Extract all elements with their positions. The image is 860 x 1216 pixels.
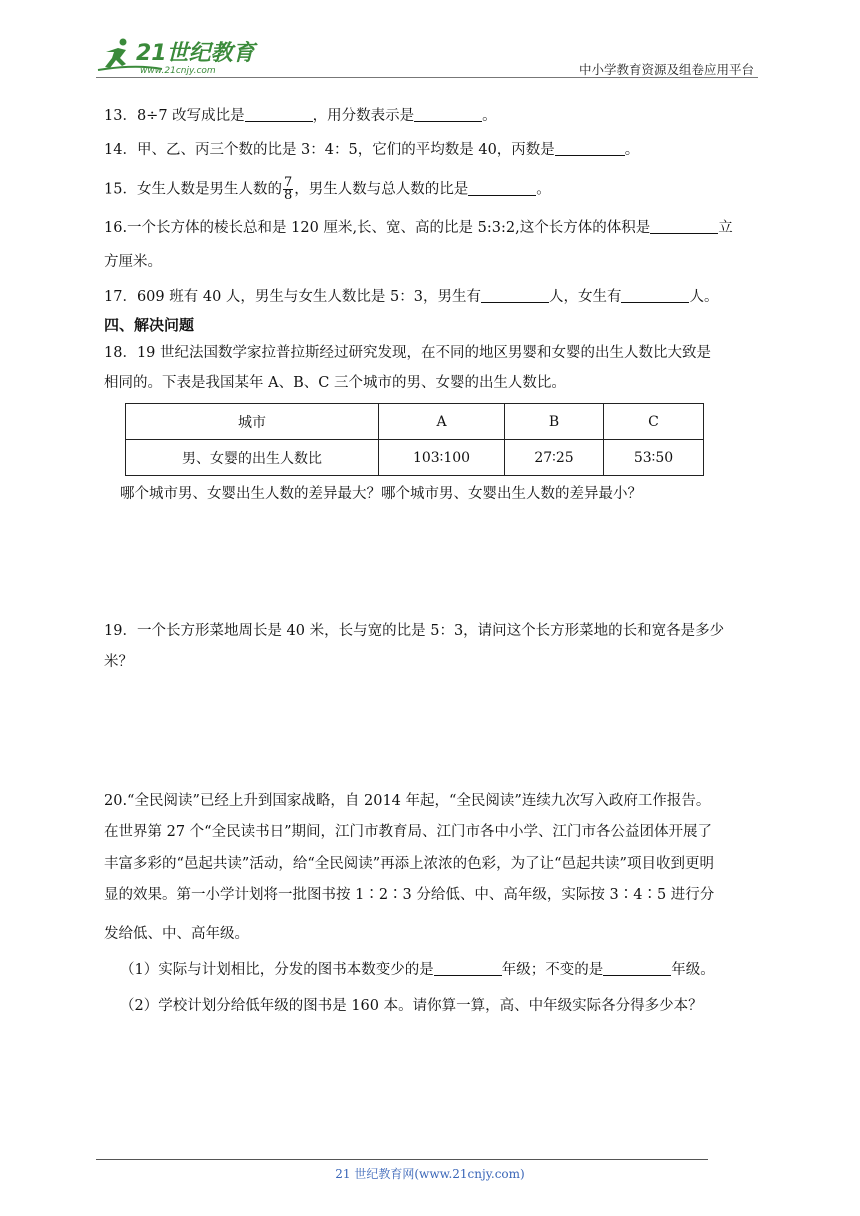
footer-text: 21 世纪教育网(www.21cnjy.com) <box>335 1167 525 1181</box>
platform-label: 中小学教育资源及组卷应用平台 <box>578 62 754 77</box>
table-cell: 103∶100 <box>379 440 505 476</box>
question-16-cont: 方厘米。 <box>104 254 162 270</box>
table-header-cell: A <box>379 404 505 440</box>
question-20-line: 20.“全民阅读”已经上升到国家战略，自 2014 年起，“全民阅读”连续九次写入政府工作报告。 <box>104 793 711 809</box>
question-14: 14．甲、乙、丙三个数的比是 3：4：5，它们的平均数是 40，丙数是 。 <box>104 142 640 158</box>
question-13: 13．8÷7 改写成比是 ，用分数表示是 。 <box>104 108 497 124</box>
table-header-row <box>126 404 704 440</box>
table-cell: 男、女婴的出生人数比 <box>126 440 379 476</box>
question-20-line: 在世界第 27 个“全民读书日”期间，江门市教育局、江门市各中小学、江门市各公益团体开展了 <box>104 824 712 840</box>
footer-divider <box>96 1159 708 1160</box>
fraction: $\frac{7}{8}$ <box>283 175 293 203</box>
question-20-sub1: （1）实际与计划相比，分发的图书本数变少的是 年级；不变的是 年级。 <box>120 962 715 978</box>
answer-blank[interactable] <box>603 961 671 976</box>
table-header-cell: C <box>604 404 704 440</box>
table-row <box>126 440 704 476</box>
question-15: 15．女生人数是男生人数的 $\frac{7}{8}$ ，男生人数与总人数的比是 。 <box>104 175 551 203</box>
table-cell: 53∶50 <box>604 440 704 476</box>
question-20-sub2: （2）学校计划分给低年级的图书是 160 本。请你算一算，高、中年级实际各分得多少本？ <box>120 998 703 1014</box>
question-16: 16.一个长方体的棱长总和是 120 厘米,长、宽、高的比是 5:3:2,这个长方体的体积是 立 <box>104 220 733 236</box>
svg-text:www.21cnjy.com: www.21cnjy.com <box>140 66 216 76</box>
answer-blank[interactable] <box>650 219 718 234</box>
section-title: 四、解决问题 <box>104 316 195 334</box>
answer-blank[interactable] <box>468 181 536 196</box>
table-cell: 27∶25 <box>505 440 604 476</box>
site-logo <box>96 36 266 76</box>
table-header-cell: B <box>505 404 604 440</box>
question-18-line2: 相同的。下表是我国某年 A、B、C 三个城市的男、女婴的出生人数比。 <box>104 375 566 391</box>
answer-blank[interactable] <box>434 961 502 976</box>
question-18-ask: 哪个城市男、女婴出生人数的差异最大？哪个城市男、女婴出生人数的差异最小？ <box>120 486 642 502</box>
question-18-line1: 18．19 世纪法国数学家拉普拉斯经过研究发现，在不同的地区男婴和女婴的出生人数比大致是 <box>104 345 712 361</box>
question-17: 17．609 班有 40 人，男生与女生人数比是 5：3，男生有 人，女生有 人。 <box>104 289 719 305</box>
answer-blank[interactable] <box>481 288 549 303</box>
question-19-line1: 19．一个长方形菜地周长是 40 米，长与宽的比是 5：3，请问这个长方形菜地的长和宽各是多少 <box>104 623 725 639</box>
svg-text:21世纪教育: 21世纪教育 <box>136 41 255 66</box>
table-header-cell: 城市 <box>126 404 379 440</box>
question-20-line: 丰富多彩的“邑起共读”活动，给“全民阅读”再添上浓浓的色彩，为了让“邑起共读”项目收到更明 <box>104 856 714 872</box>
question-20-line: 发给低、中、高年级。 <box>104 926 249 942</box>
answer-blank[interactable] <box>555 141 625 156</box>
answer-blank[interactable] <box>245 107 313 122</box>
question-19-line2: 米？ <box>104 654 133 670</box>
answer-blank[interactable] <box>414 107 482 122</box>
answer-blank[interactable] <box>621 288 689 303</box>
question-20-line: 显的效果。第一小学计划将一批图书按 1∶2∶3 分给低、中、高年级，实际按 3∶4∶5 进行分 <box>104 887 715 903</box>
header-divider <box>96 77 758 78</box>
birth-ratio-table <box>125 403 704 476</box>
